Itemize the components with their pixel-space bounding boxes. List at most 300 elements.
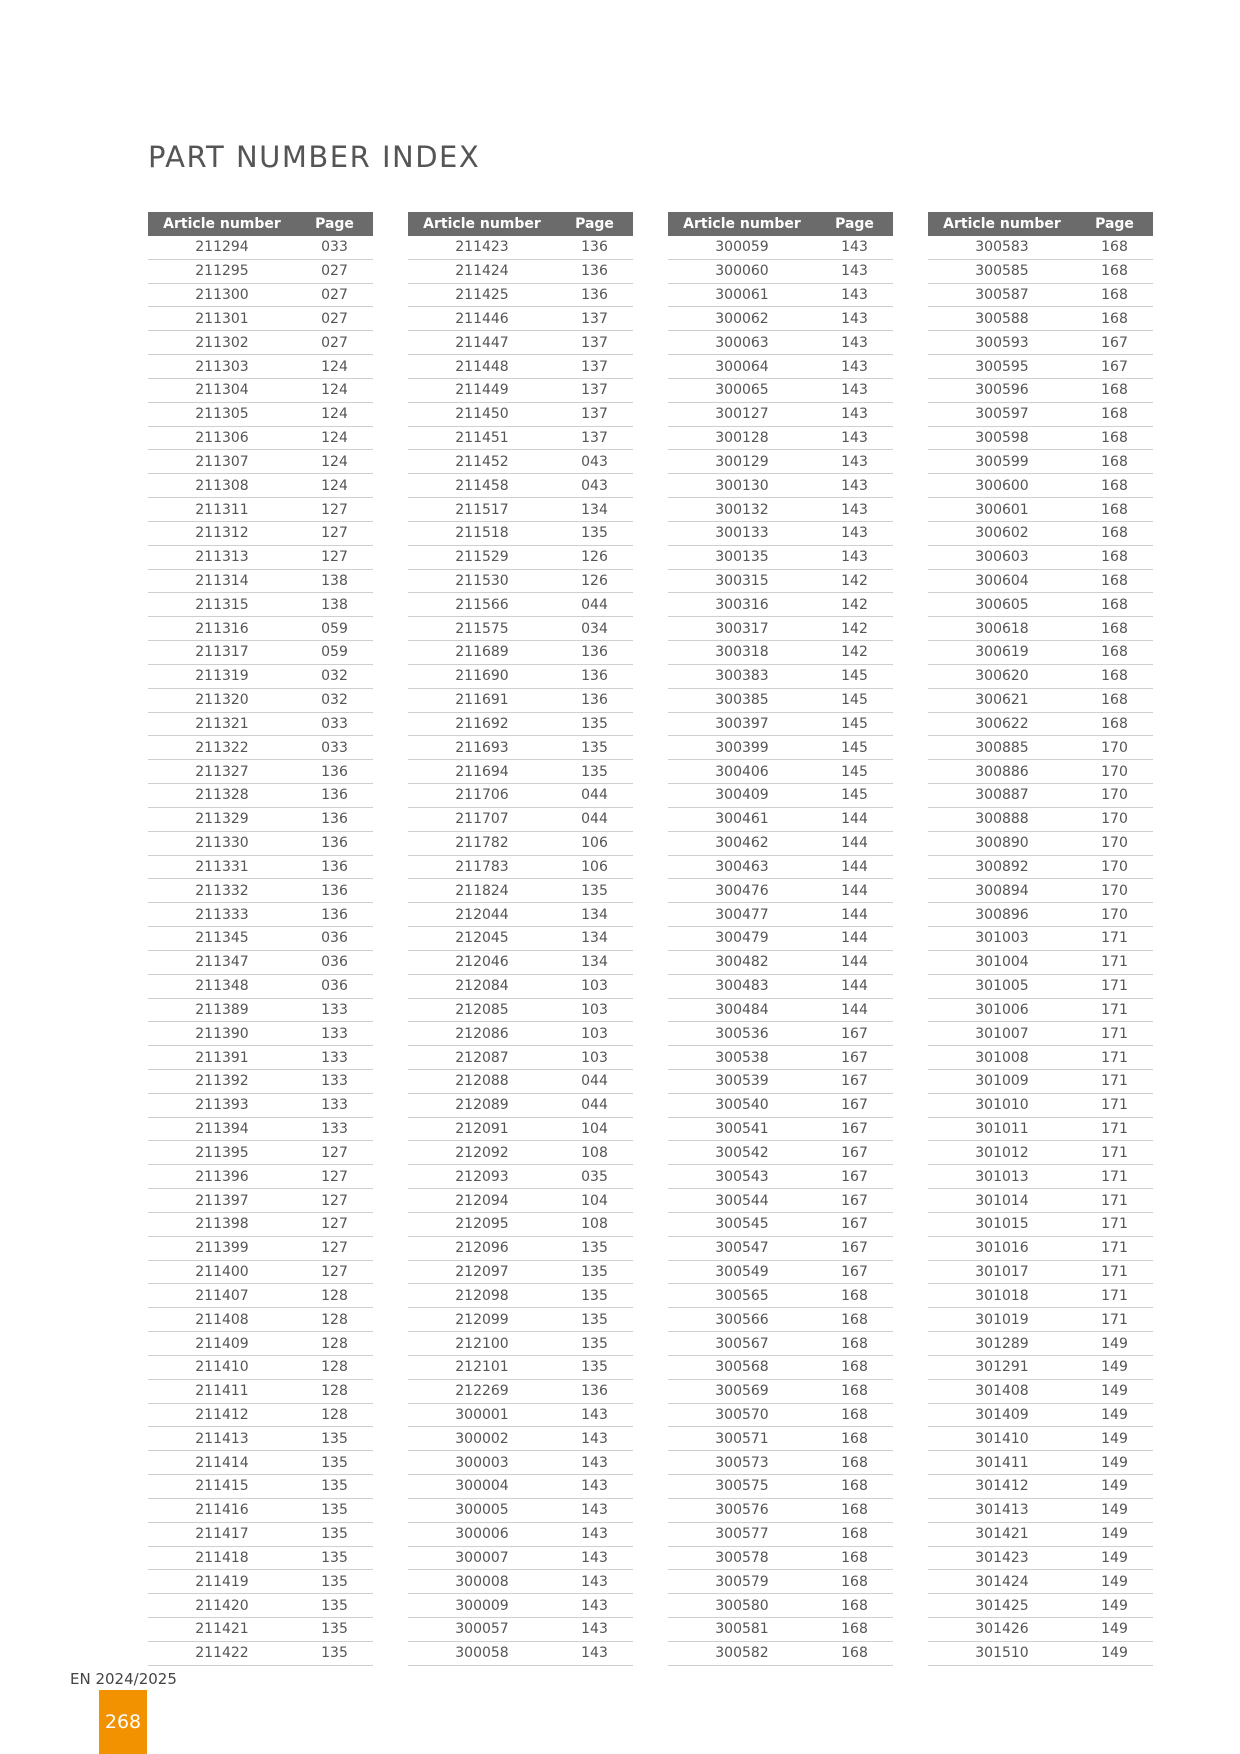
page-cell: 044 bbox=[556, 1093, 633, 1117]
article-number-cell: 301426 bbox=[928, 1618, 1076, 1642]
table-row bbox=[148, 1427, 373, 1451]
article-number-cell: 211327 bbox=[148, 760, 296, 784]
page-cell: 128 bbox=[296, 1308, 373, 1332]
article-number-header: Article number bbox=[408, 212, 556, 236]
page-cell: 143 bbox=[556, 1451, 633, 1475]
table-row bbox=[148, 1546, 373, 1570]
page-cell: 124 bbox=[296, 378, 373, 402]
page-cell: 168 bbox=[816, 1641, 893, 1665]
article-number-cell: 300484 bbox=[668, 998, 816, 1022]
article-number-cell: 300888 bbox=[928, 807, 1076, 831]
article-number-cell: 300462 bbox=[668, 831, 816, 855]
table-row bbox=[928, 259, 1153, 283]
article-number-cell: 300575 bbox=[668, 1475, 816, 1499]
page-cell: 103 bbox=[556, 1046, 633, 1070]
page-cell: 143 bbox=[816, 307, 893, 331]
page-cell: 168 bbox=[1076, 378, 1153, 402]
article-number-cell: 301425 bbox=[928, 1594, 1076, 1618]
article-number-cell: 211302 bbox=[148, 331, 296, 355]
article-number-cell: 300570 bbox=[668, 1403, 816, 1427]
table-row bbox=[148, 784, 373, 808]
page-cell: 149 bbox=[1076, 1427, 1153, 1451]
article-number-cell: 211706 bbox=[408, 784, 556, 808]
article-number-cell: 300063 bbox=[668, 331, 816, 355]
article-number-cell: 301018 bbox=[928, 1284, 1076, 1308]
page-number: 268 bbox=[104, 1711, 142, 1733]
table-row bbox=[148, 760, 373, 784]
page-cell: 043 bbox=[556, 474, 633, 498]
article-number-cell: 300622 bbox=[928, 712, 1076, 736]
index-table-4 bbox=[928, 212, 1153, 1666]
article-number-cell: 300065 bbox=[668, 378, 816, 402]
page-cell: 134 bbox=[556, 950, 633, 974]
table-row bbox=[668, 355, 893, 379]
table-row bbox=[148, 1165, 373, 1189]
page-cell: 171 bbox=[1076, 1141, 1153, 1165]
page-cell: 145 bbox=[816, 688, 893, 712]
table-row bbox=[928, 1117, 1153, 1141]
table-row bbox=[668, 1641, 893, 1665]
article-number-cell: 211417 bbox=[148, 1522, 296, 1546]
article-number-cell: 300544 bbox=[668, 1189, 816, 1213]
page-cell: 027 bbox=[296, 259, 373, 283]
table-row bbox=[408, 1117, 633, 1141]
article-number-cell: 300571 bbox=[668, 1427, 816, 1451]
table-row bbox=[408, 355, 633, 379]
table-row bbox=[408, 569, 633, 593]
table-row bbox=[408, 1546, 633, 1570]
page-cell: 171 bbox=[1076, 950, 1153, 974]
page-cell: 127 bbox=[296, 1260, 373, 1284]
page-cell: 149 bbox=[1076, 1403, 1153, 1427]
article-number-cell: 300577 bbox=[668, 1522, 816, 1546]
page-cell: 171 bbox=[1076, 1069, 1153, 1093]
page-cell: 143 bbox=[556, 1641, 633, 1665]
page-cell: 143 bbox=[556, 1403, 633, 1427]
page-cell: 167 bbox=[1076, 355, 1153, 379]
article-number-cell: 211392 bbox=[148, 1069, 296, 1093]
article-number-cell: 211411 bbox=[148, 1379, 296, 1403]
table-row bbox=[668, 569, 893, 593]
page-cell: 036 bbox=[296, 927, 373, 951]
page-cell: 149 bbox=[1076, 1451, 1153, 1475]
article-number-header: Article number bbox=[668, 212, 816, 236]
table-row bbox=[148, 1022, 373, 1046]
page-cell: 135 bbox=[556, 1284, 633, 1308]
table-row bbox=[408, 1212, 633, 1236]
table-row bbox=[148, 378, 373, 402]
article-number-cell: 211422 bbox=[148, 1641, 296, 1665]
page-cell: 136 bbox=[556, 641, 633, 665]
table-row bbox=[408, 450, 633, 474]
page-cell: 135 bbox=[556, 760, 633, 784]
article-number-cell: 211458 bbox=[408, 474, 556, 498]
table-row bbox=[148, 1379, 373, 1403]
table-row bbox=[668, 1522, 893, 1546]
table-row bbox=[408, 474, 633, 498]
page-cell: 170 bbox=[1076, 831, 1153, 855]
article-number-cell: 301423 bbox=[928, 1546, 1076, 1570]
table-row bbox=[408, 1165, 633, 1189]
page-cell: 104 bbox=[556, 1189, 633, 1213]
table-row bbox=[408, 593, 633, 617]
page-cell: 168 bbox=[1076, 236, 1153, 259]
article-number-cell: 300005 bbox=[408, 1498, 556, 1522]
page-cell: 134 bbox=[556, 903, 633, 927]
table-row bbox=[668, 1069, 893, 1093]
article-number-cell: 300539 bbox=[668, 1069, 816, 1093]
article-number-cell: 301004 bbox=[928, 950, 1076, 974]
article-number-cell: 300619 bbox=[928, 641, 1076, 665]
article-number-cell: 300599 bbox=[928, 450, 1076, 474]
page-cell: 149 bbox=[1076, 1546, 1153, 1570]
table-row bbox=[408, 498, 633, 522]
page-cell: 168 bbox=[1076, 712, 1153, 736]
table-row bbox=[668, 1594, 893, 1618]
table-row bbox=[668, 736, 893, 760]
table-row bbox=[408, 784, 633, 808]
article-number-cell: 212045 bbox=[408, 927, 556, 951]
table-row bbox=[668, 1189, 893, 1213]
article-number-cell: 211530 bbox=[408, 569, 556, 593]
article-number-cell: 211303 bbox=[148, 355, 296, 379]
page-cell: 044 bbox=[556, 807, 633, 831]
page-cell: 142 bbox=[816, 641, 893, 665]
table-row bbox=[668, 688, 893, 712]
page-cell: 127 bbox=[296, 545, 373, 569]
page-cell: 135 bbox=[296, 1570, 373, 1594]
article-number-cell: 300618 bbox=[928, 617, 1076, 641]
table-row bbox=[408, 1332, 633, 1356]
article-number-cell: 212085 bbox=[408, 998, 556, 1022]
page-cell: 167 bbox=[816, 1117, 893, 1141]
table-row bbox=[928, 617, 1153, 641]
page-cell: 136 bbox=[296, 807, 373, 831]
table-row bbox=[148, 807, 373, 831]
table-row bbox=[408, 1427, 633, 1451]
page-cell: 128 bbox=[296, 1332, 373, 1356]
table-body bbox=[408, 236, 633, 1665]
table-row bbox=[928, 1165, 1153, 1189]
article-number-cell: 301016 bbox=[928, 1236, 1076, 1260]
table-row bbox=[408, 1522, 633, 1546]
table-row bbox=[928, 1236, 1153, 1260]
page-cell: 168 bbox=[1076, 688, 1153, 712]
page-cell: 149 bbox=[1076, 1498, 1153, 1522]
article-number-cell: 212091 bbox=[408, 1117, 556, 1141]
page-cell: 168 bbox=[1076, 402, 1153, 426]
table-row bbox=[668, 760, 893, 784]
article-number-cell: 301014 bbox=[928, 1189, 1076, 1213]
article-number-cell: 300009 bbox=[408, 1594, 556, 1618]
page-cell: 167 bbox=[816, 1141, 893, 1165]
table-row bbox=[928, 1260, 1153, 1284]
page-cell: 059 bbox=[296, 641, 373, 665]
table-row bbox=[928, 331, 1153, 355]
article-number-cell: 300135 bbox=[668, 545, 816, 569]
article-number-cell: 211314 bbox=[148, 569, 296, 593]
page-cell: 136 bbox=[556, 259, 633, 283]
article-number-cell: 300540 bbox=[668, 1093, 816, 1117]
page-cell: 032 bbox=[296, 664, 373, 688]
page-cell: 144 bbox=[816, 855, 893, 879]
table-row bbox=[668, 1403, 893, 1427]
page-cell: 168 bbox=[816, 1522, 893, 1546]
table-row bbox=[148, 1236, 373, 1260]
article-number-cell: 300581 bbox=[668, 1618, 816, 1642]
page-cell: 135 bbox=[296, 1618, 373, 1642]
page-cell: 143 bbox=[556, 1475, 633, 1499]
article-number-cell: 300001 bbox=[408, 1403, 556, 1427]
article-number-cell: 211300 bbox=[148, 283, 296, 307]
page-cell: 171 bbox=[1076, 1189, 1153, 1213]
table-row bbox=[928, 593, 1153, 617]
article-number-cell: 300064 bbox=[668, 355, 816, 379]
table-row bbox=[148, 688, 373, 712]
table-row bbox=[928, 1618, 1153, 1642]
page-cell: 135 bbox=[556, 1260, 633, 1284]
table-row bbox=[408, 331, 633, 355]
article-number-cell: 300062 bbox=[668, 307, 816, 331]
page-cell: 168 bbox=[816, 1332, 893, 1356]
table-row bbox=[928, 927, 1153, 951]
article-number-cell: 211448 bbox=[408, 355, 556, 379]
page-cell: 168 bbox=[816, 1379, 893, 1403]
article-number-cell: 300318 bbox=[668, 641, 816, 665]
page-cell: 168 bbox=[816, 1498, 893, 1522]
article-number-cell: 212093 bbox=[408, 1165, 556, 1189]
article-number-cell: 211347 bbox=[148, 950, 296, 974]
page-cell: 135 bbox=[556, 521, 633, 545]
article-number-cell: 300406 bbox=[668, 760, 816, 784]
table-row bbox=[408, 879, 633, 903]
table-row bbox=[928, 1594, 1153, 1618]
article-number-cell: 212095 bbox=[408, 1212, 556, 1236]
page-cell: 144 bbox=[816, 807, 893, 831]
article-number-cell: 300588 bbox=[928, 307, 1076, 331]
article-number-cell: 211348 bbox=[148, 974, 296, 998]
table-row bbox=[668, 1117, 893, 1141]
table-row bbox=[408, 1141, 633, 1165]
page-cell: 170 bbox=[1076, 903, 1153, 927]
article-number-cell: 211415 bbox=[148, 1475, 296, 1499]
article-number-cell: 301408 bbox=[928, 1379, 1076, 1403]
page-cell: 167 bbox=[816, 1022, 893, 1046]
page-cell: 136 bbox=[296, 879, 373, 903]
page-cell: 135 bbox=[296, 1641, 373, 1665]
page-cell: 135 bbox=[556, 1236, 633, 1260]
article-number-cell: 300603 bbox=[928, 545, 1076, 569]
table-body bbox=[148, 236, 373, 1665]
page-cell: 136 bbox=[296, 784, 373, 808]
page-cell: 171 bbox=[1076, 1308, 1153, 1332]
page-cell: 027 bbox=[296, 331, 373, 355]
article-number-cell: 211330 bbox=[148, 831, 296, 855]
article-number-header: Article number bbox=[928, 212, 1076, 236]
page-cell: 127 bbox=[296, 1236, 373, 1260]
article-number-cell: 211450 bbox=[408, 402, 556, 426]
page-cell: 168 bbox=[816, 1570, 893, 1594]
table-row bbox=[408, 831, 633, 855]
article-number-cell: 212088 bbox=[408, 1069, 556, 1093]
article-number-cell: 300568 bbox=[668, 1355, 816, 1379]
table-row bbox=[928, 378, 1153, 402]
page-cell: 137 bbox=[556, 378, 633, 402]
page-cell: 036 bbox=[296, 950, 373, 974]
table-row bbox=[408, 760, 633, 784]
table-row bbox=[668, 307, 893, 331]
page-cell: 149 bbox=[1076, 1379, 1153, 1403]
page-header: Page bbox=[816, 212, 893, 236]
article-number-cell: 211783 bbox=[408, 855, 556, 879]
table-row bbox=[928, 1427, 1153, 1451]
article-number-cell: 301012 bbox=[928, 1141, 1076, 1165]
table-row bbox=[148, 331, 373, 355]
page-cell: 167 bbox=[816, 1236, 893, 1260]
page-cell: 168 bbox=[1076, 474, 1153, 498]
page-cell: 144 bbox=[816, 831, 893, 855]
page-cell: 168 bbox=[1076, 426, 1153, 450]
table-row bbox=[148, 1570, 373, 1594]
page-cell: 171 bbox=[1076, 1093, 1153, 1117]
page-cell: 133 bbox=[296, 1046, 373, 1070]
header-row bbox=[148, 212, 373, 236]
article-number-cell: 211424 bbox=[408, 259, 556, 283]
table-row bbox=[928, 831, 1153, 855]
page-cell: 142 bbox=[816, 593, 893, 617]
table-row bbox=[928, 521, 1153, 545]
article-number-cell: 300007 bbox=[408, 1546, 556, 1570]
article-number-cell: 211452 bbox=[408, 450, 556, 474]
page-cell: 035 bbox=[556, 1165, 633, 1189]
article-number-cell: 211312 bbox=[148, 521, 296, 545]
table-row bbox=[668, 1212, 893, 1236]
page-cell: 137 bbox=[556, 402, 633, 426]
article-number-cell: 211390 bbox=[148, 1022, 296, 1046]
table-row bbox=[668, 831, 893, 855]
page-cell: 044 bbox=[556, 784, 633, 808]
page-cell: 168 bbox=[816, 1427, 893, 1451]
table-row bbox=[928, 236, 1153, 259]
article-number-cell: 211413 bbox=[148, 1427, 296, 1451]
page-cell: 136 bbox=[296, 855, 373, 879]
article-number-cell: 211393 bbox=[148, 1093, 296, 1117]
article-number-cell: 211425 bbox=[408, 283, 556, 307]
article-number-cell: 300885 bbox=[928, 736, 1076, 760]
table-row bbox=[668, 855, 893, 879]
table-row bbox=[408, 521, 633, 545]
article-number-cell: 211329 bbox=[148, 807, 296, 831]
table-row bbox=[668, 903, 893, 927]
index-table-2 bbox=[408, 212, 633, 1666]
article-number-cell: 300003 bbox=[408, 1451, 556, 1475]
article-number-cell: 300565 bbox=[668, 1284, 816, 1308]
page-cell: 127 bbox=[296, 1141, 373, 1165]
table-row bbox=[148, 617, 373, 641]
page-cell: 167 bbox=[816, 1093, 893, 1117]
table-row bbox=[148, 1212, 373, 1236]
page-cell: 034 bbox=[556, 617, 633, 641]
page-cell: 167 bbox=[1076, 331, 1153, 355]
table-row bbox=[928, 1308, 1153, 1332]
article-number-cell: 211690 bbox=[408, 664, 556, 688]
article-number-cell: 211707 bbox=[408, 807, 556, 831]
article-number-cell: 300545 bbox=[668, 1212, 816, 1236]
header-row bbox=[668, 212, 893, 236]
table-row bbox=[668, 593, 893, 617]
table-row bbox=[148, 998, 373, 1022]
article-number-cell: 211419 bbox=[148, 1570, 296, 1594]
page-header: Page bbox=[1076, 212, 1153, 236]
page-cell: 144 bbox=[816, 974, 893, 998]
page-cell: 136 bbox=[556, 664, 633, 688]
page-cell: 124 bbox=[296, 426, 373, 450]
table-row bbox=[668, 1022, 893, 1046]
article-number-cell: 300008 bbox=[408, 1570, 556, 1594]
table-row bbox=[408, 617, 633, 641]
article-number-cell: 211446 bbox=[408, 307, 556, 331]
article-number-cell: 212087 bbox=[408, 1046, 556, 1070]
table-row bbox=[928, 879, 1153, 903]
table-row bbox=[928, 283, 1153, 307]
article-number-cell: 301015 bbox=[928, 1212, 1076, 1236]
page-cell: 103 bbox=[556, 998, 633, 1022]
article-number-cell: 211418 bbox=[148, 1546, 296, 1570]
article-number-cell: 212086 bbox=[408, 1022, 556, 1046]
page-cell: 138 bbox=[296, 593, 373, 617]
article-number-cell: 301007 bbox=[928, 1022, 1076, 1046]
article-number-cell: 301013 bbox=[928, 1165, 1076, 1189]
page-cell: 171 bbox=[1076, 1117, 1153, 1141]
table-row bbox=[928, 760, 1153, 784]
table-row bbox=[408, 1570, 633, 1594]
article-number-cell: 300541 bbox=[668, 1117, 816, 1141]
page-cell: 143 bbox=[816, 402, 893, 426]
page-cell: 171 bbox=[1076, 1284, 1153, 1308]
table-row bbox=[408, 1355, 633, 1379]
table-row bbox=[408, 1618, 633, 1642]
article-number-cell: 300585 bbox=[928, 259, 1076, 283]
article-number-cell: 211307 bbox=[148, 450, 296, 474]
table-row bbox=[668, 784, 893, 808]
article-number-cell: 300409 bbox=[668, 784, 816, 808]
table-row bbox=[668, 1498, 893, 1522]
page-cell: 135 bbox=[556, 1308, 633, 1332]
table-row bbox=[148, 1260, 373, 1284]
table-row bbox=[668, 807, 893, 831]
article-number-cell: 300479 bbox=[668, 927, 816, 951]
table-row bbox=[668, 1570, 893, 1594]
article-number-cell: 300542 bbox=[668, 1141, 816, 1165]
table-row bbox=[928, 450, 1153, 474]
table-row bbox=[668, 927, 893, 951]
page-cell: 143 bbox=[816, 283, 893, 307]
page-cell: 143 bbox=[816, 426, 893, 450]
page-cell: 170 bbox=[1076, 879, 1153, 903]
table-row bbox=[668, 1260, 893, 1284]
article-number-cell: 300602 bbox=[928, 521, 1076, 545]
page-cell: 127 bbox=[296, 498, 373, 522]
page-cell: 137 bbox=[556, 426, 633, 450]
page-cell: 124 bbox=[296, 355, 373, 379]
article-number-cell: 211407 bbox=[148, 1284, 296, 1308]
page-cell: 149 bbox=[1076, 1618, 1153, 1642]
page-cell: 168 bbox=[1076, 545, 1153, 569]
article-number-cell: 300605 bbox=[928, 593, 1076, 617]
article-number-cell: 300578 bbox=[668, 1546, 816, 1570]
article-number-cell: 211313 bbox=[148, 545, 296, 569]
article-number-cell: 211529 bbox=[408, 545, 556, 569]
